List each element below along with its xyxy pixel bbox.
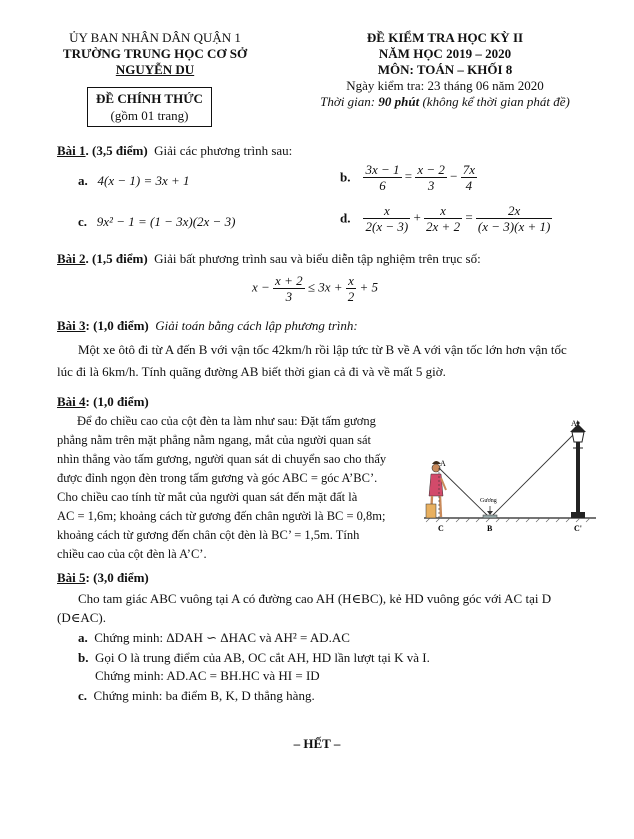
official-title: ĐỀ CHÍNH THỨC [96,91,203,106]
observer-person [426,461,446,518]
bai5-b-text: Gọi O là trung điểm của AB, OC cắt AH, HD lần lượt tại K và I. [94,650,430,665]
mirror-arrow-head [487,511,493,515]
bai5-c-label: c. [78,688,88,703]
bai1-c-label: c. [78,214,88,229]
exam-title: ĐỀ KIỂM TRA HỌC KỲ II [366,30,524,45]
bai5-title: Bài 5 [57,570,86,585]
subject: MÔN: TOÁN – KHỐI 8 [377,62,513,77]
bai4-line: được đỉnh ngọn đèn trong tấm gương và góc ABC = góc A’BC’. [57,471,378,485]
bai1-b [340,162,477,193]
school-type: TRƯỜNG TRUNG HỌC CƠ SỞ [62,46,248,61]
label-c: C [438,524,444,533]
bai3-points: : (1,0 điểm) [85,318,149,333]
label-a: A [440,459,446,468]
bai4-points: : (1,0 điểm) [85,394,149,409]
bai1-prompt: Giải các phương trình sau: [154,143,293,158]
exam-date: Ngày kiểm tra: 23 tháng 06 năm 2020 [346,78,544,93]
bai1-points: . (3,5 điểm) [85,143,148,158]
bai4-line: khoảng cách từ gương đến chân cột đèn là BC’ = 1,5m. Tính [57,528,360,542]
bai5-c [78,688,315,704]
bai4-line: Để đo chiều cao của cột đèn ta làm như sau: Đặt tấm gương [77,414,376,428]
sight-line-eye-mirror [439,468,490,518]
bai5-a [78,630,350,646]
bai1-d [340,203,552,234]
bai1-d-label: d. [340,210,351,226]
bai1-title: Bài 1 [57,143,86,158]
bai2-prompt: Giải bất phương trình sau và biểu diễn tập nghiệm trên trục số: [154,251,481,266]
official-badge [87,87,212,127]
bai1-c-equation: 9x² − 1 = (1 − 3x)(2x − 3) [96,214,236,229]
bai1-b-frac2: $\frac{x - 2}{3}$ [417,162,445,193]
bai5-c-text: Chứng minh: ba điểm B, K, D thẳng hàng. [93,688,315,703]
bai1-a [78,173,190,189]
label-b: B [487,524,493,533]
duration-label: Thời gian: [320,94,379,109]
bai2-title: Bài 2 [57,251,86,266]
bai5-text-line1: Cho tam giác ABC vuông tại A có đường cao AH (H∈BC), kẻ HD vuông góc với AC tại D [78,591,552,606]
label-mirror: Gương [480,498,497,504]
bai1-b-frac1: $\frac{3x - 1}{6}$ [365,162,400,193]
exam-meta [300,78,590,110]
school-name: NGUYỄN DU [115,62,195,77]
bai3-prompt: Giải toán bằng cách lập phương trình: [155,318,358,333]
bai1-b-op1: = [404,168,413,184]
bai1-b-op2: − [450,168,458,184]
end-marker: – HẾT – [293,736,341,751]
bai3-text-line1: Một xe ôtô đi từ A đến B với vận tốc 42km/h rồi lập tức từ B về A với vận tốc lớn hơn vận tốc [78,342,567,357]
page-count: (gồm 01 trang) [110,108,189,123]
bai5-b-label: b. [78,650,89,665]
bai1-d-frac2: $\frac{x}{2x + 2}$ [426,203,461,234]
bai1-heading [57,143,292,159]
bai1-d-op1: + [413,209,421,225]
bai1-d-op2: = [465,209,473,225]
bai2-points: . (1,5 điểm) [85,251,148,266]
sight-line-mirror-lamp [490,430,578,518]
bai5-a-label: a. [78,630,88,645]
bai5-text-line2: (D∈AC). [57,610,106,625]
bai1-c [78,214,235,230]
label-c-prime: C' [574,524,582,533]
bai5-a-text: Chứng minh: ΔDAH ∽ ΔHAC và AH² = AD.AC [94,630,350,645]
bai1-a-equation: 4(x − 1) = 3x + 1 [97,173,190,188]
bai4-line: AC = 1,6m; khoảng cách từ gương đến chân người là BC = 0,8m; [57,509,386,523]
bai2-rhs-tail: + 5 [359,279,379,295]
bai2-rhs-frac: $\frac{x}{2}$ [347,273,355,304]
bai2-lhs-x: x − [252,279,270,295]
bai4-line: Cho chiều cao tính từ mắt của người quan sát đến mặt đất là [57,490,358,504]
bai4-title: Bài 4 [57,394,86,409]
exam-duration [300,94,590,110]
bai4-text [57,412,405,564]
lamp-mirror-figure [410,418,600,540]
district-committee: ỦY BAN NHÂN DÂN QUẬN 1 [69,30,241,45]
bai1-b-label: b. [340,169,351,185]
school-year: NĂM HỌC 2019 – 2020 [378,46,512,61]
bai2-relation: ≤ 3x + [307,279,343,295]
header-right [300,30,590,78]
label-a-prime: A' [571,419,579,428]
bai5-points: : (3,0 điểm) [85,570,149,585]
bai5-b-text2: Chứng minh: AD.AC = BH.HC và HI = ID [95,668,320,683]
bai3-heading [57,318,358,334]
bai2-inequality [252,273,378,304]
bai1-d-frac1: $\frac{x}{2(x - 3)}$ [365,203,409,234]
bai5-heading [57,570,149,586]
bai4-heading [57,394,149,410]
bai2-heading [57,251,481,267]
header-left [40,30,270,78]
bai3-title: Bài 3 [57,318,86,333]
bai2-lhs-frac: $\frac{x + 2}{3}$ [275,273,303,304]
bai1-d-frac3: $\frac{2x}{(x - 3)(x + 1)}$ [477,203,551,234]
lamp-post [570,421,586,518]
bai5-b [78,650,430,666]
bai4-line: nhìn thẳng vào tấm gương, người quan sát di chuyển sao cho thấy [57,452,387,466]
bai3-text-line2: lúc đi là 6km/h. Tính quãng đường AB biết thời gian cả đi và về mất 5 giờ. [57,364,446,379]
mirror [483,515,497,518]
bai1-b-frac3: $\frac{7x}{4}$ [462,162,476,193]
bai4-line: chiều cao của cột đèn là A’C’. [57,547,207,561]
bai1-a-label: a. [78,173,88,188]
bai4-line: phẳng nằm trên mặt phẳng nằm ngang, mắt của người quan sát [57,433,371,447]
duration-value: 90 phút [378,94,420,109]
duration-note: (không kể thời gian phát đề) [419,94,570,109]
